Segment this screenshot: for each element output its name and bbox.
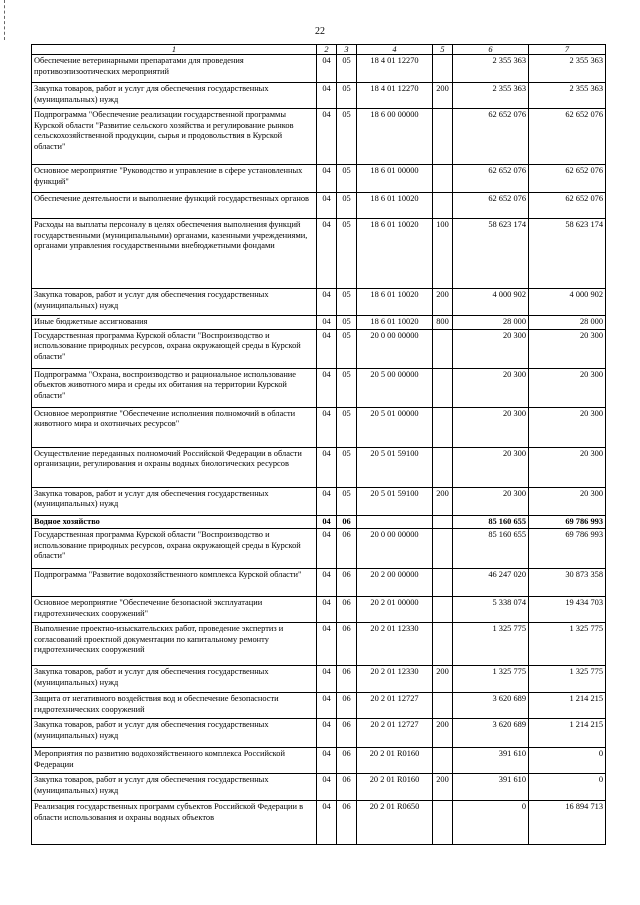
table-row xyxy=(32,529,606,569)
table-row xyxy=(32,289,606,316)
row-name: Закупка товаров, работ и услуг для обеспечения государственных (муниципальных) нужд xyxy=(32,487,317,515)
row-target-code: 20 0 00 00000 xyxy=(357,529,433,569)
row-section: 04 xyxy=(317,569,337,597)
row-target-code: 20 5 01 00000 xyxy=(357,407,433,447)
table-row xyxy=(32,774,606,801)
row-subsection: 05 xyxy=(337,329,357,368)
row-expense-type: 200 xyxy=(433,774,453,801)
row-target-code: 18 6 01 10020 xyxy=(357,316,433,330)
row-name: Подпрограмма "Охрана, воспроизводство и рациональное использование объектов животного мира и среды их обитания на территории Курской области" xyxy=(32,368,317,407)
row-section: 04 xyxy=(317,165,337,193)
row-section: 04 xyxy=(317,407,337,447)
row-subsection: 06 xyxy=(337,719,357,748)
row-amount-year2: 1 214 215 xyxy=(529,693,606,719)
row-expense-type xyxy=(433,748,453,774)
row-name: Выполнение проектно-изыскательских работ, проведение экспертиз и согласований проектной документации по капитальному ремонту гидротехнических сооружений xyxy=(32,623,317,666)
row-section: 04 xyxy=(317,447,337,487)
table-row xyxy=(32,447,606,487)
row-amount-year2: 20 300 xyxy=(529,368,606,407)
row-target-code xyxy=(357,515,433,529)
row-subsection: 05 xyxy=(337,165,357,193)
table-row xyxy=(32,329,606,368)
row-amount-year1: 20 300 xyxy=(453,447,529,487)
row-target-code: 20 5 01 59100 xyxy=(357,487,433,515)
row-subsection: 05 xyxy=(337,83,357,109)
row-subsection: 06 xyxy=(337,666,357,693)
row-section: 04 xyxy=(317,219,337,289)
row-expense-type xyxy=(433,569,453,597)
table-row xyxy=(32,748,606,774)
row-subsection: 05 xyxy=(337,289,357,316)
row-name: Закупка товаров, работ и услуг для обеспечения государственных (муниципальных) нужд xyxy=(32,719,317,748)
row-target-code: 20 2 01 12330 xyxy=(357,666,433,693)
header-cell-1: 1 xyxy=(32,45,317,55)
row-section: 04 xyxy=(317,316,337,330)
row-name: Иные бюджетные ассигнования xyxy=(32,316,317,330)
row-target-code: 20 2 01 12330 xyxy=(357,623,433,666)
row-amount-year1: 5 338 074 xyxy=(453,597,529,623)
row-name: Реализация государственных программ субъектов Российской Федерации в области использования и охраны водных объектов xyxy=(32,801,317,845)
row-expense-type xyxy=(433,193,453,219)
row-amount-year1: 20 300 xyxy=(453,368,529,407)
row-target-code: 18 6 00 00000 xyxy=(357,109,433,165)
row-amount-year2: 2 355 363 xyxy=(529,83,606,109)
row-target-code: 18 6 01 00000 xyxy=(357,165,433,193)
row-subsection: 05 xyxy=(337,109,357,165)
row-subsection: 06 xyxy=(337,801,357,845)
row-amount-year2: 0 xyxy=(529,748,606,774)
row-amount-year2: 69 786 993 xyxy=(529,515,606,529)
row-subsection: 05 xyxy=(337,219,357,289)
table-row xyxy=(32,515,606,529)
row-amount-year2: 62 652 076 xyxy=(529,109,606,165)
page-number: 22 xyxy=(315,26,325,37)
row-section: 04 xyxy=(317,597,337,623)
row-target-code: 20 2 01 R0160 xyxy=(357,774,433,801)
row-name: Государственная программа Курской области "Воспроизводство и использование природных ресурсов, охрана окружающей среды в Курской области" xyxy=(32,529,317,569)
row-subsection: 05 xyxy=(337,487,357,515)
row-name: Закупка товаров, работ и услуг для обеспечения государственных (муниципальных) нужд xyxy=(32,289,317,316)
row-amount-year1: 391 610 xyxy=(453,748,529,774)
row-subsection: 06 xyxy=(337,774,357,801)
row-name: Водное хозяйство xyxy=(32,515,317,529)
row-amount-year2: 1 325 775 xyxy=(529,666,606,693)
row-amount-year2: 0 xyxy=(529,774,606,801)
table-row xyxy=(32,487,606,515)
row-amount-year2: 16 894 713 xyxy=(529,801,606,845)
row-name: Основное мероприятие "Обеспечение безопасной эксплуатации гидротехнических сооружений" xyxy=(32,597,317,623)
row-amount-year1: 85 160 655 xyxy=(453,529,529,569)
row-section: 04 xyxy=(317,693,337,719)
row-target-code: 18 4 01 12270 xyxy=(357,55,433,83)
row-subsection: 05 xyxy=(337,316,357,330)
row-name: Закупка товаров, работ и услуг для обеспечения государственных (муниципальных) нужд xyxy=(32,83,317,109)
table-row xyxy=(32,597,606,623)
row-target-code: 20 2 01 00000 xyxy=(357,597,433,623)
row-expense-type xyxy=(433,329,453,368)
table-row xyxy=(32,109,606,165)
row-amount-year2: 20 300 xyxy=(529,487,606,515)
row-section: 04 xyxy=(317,83,337,109)
header-row xyxy=(32,45,606,55)
row-target-code: 20 2 00 00000 xyxy=(357,569,433,597)
row-expense-type: 800 xyxy=(433,316,453,330)
row-expense-type xyxy=(433,597,453,623)
row-section: 04 xyxy=(317,774,337,801)
table-row xyxy=(32,693,606,719)
row-expense-type xyxy=(433,447,453,487)
row-target-code: 20 5 00 00000 xyxy=(357,368,433,407)
row-amount-year1: 62 652 076 xyxy=(453,193,529,219)
row-amount-year2: 62 652 076 xyxy=(529,193,606,219)
row-amount-year2: 28 000 xyxy=(529,316,606,330)
row-amount-year1: 62 652 076 xyxy=(453,109,529,165)
row-target-code: 20 2 01 12727 xyxy=(357,719,433,748)
row-expense-type xyxy=(433,407,453,447)
table-row xyxy=(32,83,606,109)
row-name: Расходы на выплаты персоналу в целях обеспечения выполнения функций государственными (муниципальными) органами, казенными учреждениями, органами управления государственными внебюджетными фондами xyxy=(32,219,317,289)
row-target-code: 18 6 01 10020 xyxy=(357,219,433,289)
row-section: 04 xyxy=(317,329,337,368)
row-expense-type xyxy=(433,165,453,193)
row-name: Основное мероприятие "Обеспечение исполнения полномочий в области животного мира и охотничьих ресурсов" xyxy=(32,407,317,447)
row-section: 04 xyxy=(317,368,337,407)
row-name: Осуществление переданных полномочий Российской Федерации в области организации, регулирования и охраны водных биологических ресурсов xyxy=(32,447,317,487)
row-expense-type xyxy=(433,693,453,719)
table-row xyxy=(32,719,606,748)
row-amount-year1: 58 623 174 xyxy=(453,219,529,289)
header-cell-7: 7 xyxy=(529,45,606,55)
row-section: 04 xyxy=(317,719,337,748)
row-amount-year2: 2 355 363 xyxy=(529,55,606,83)
row-name: Защита от негативного воздействия вод и обеспечение безопасности гидротехнических сооружений xyxy=(32,693,317,719)
row-expense-type xyxy=(433,801,453,845)
row-amount-year2: 20 300 xyxy=(529,447,606,487)
row-name: Государственная программа Курской области "Воспроизводство и использование природных ресурсов, охрана окружающей среды в Курской области" xyxy=(32,329,317,368)
row-amount-year1: 20 300 xyxy=(453,487,529,515)
row-expense-type xyxy=(433,515,453,529)
row-expense-type xyxy=(433,623,453,666)
row-amount-year1: 2 355 363 xyxy=(453,83,529,109)
row-expense-type: 200 xyxy=(433,83,453,109)
table-row xyxy=(32,623,606,666)
row-target-code: 18 4 01 12270 xyxy=(357,83,433,109)
row-expense-type: 100 xyxy=(433,219,453,289)
row-expense-type: 200 xyxy=(433,289,453,316)
row-section: 04 xyxy=(317,748,337,774)
row-section: 04 xyxy=(317,487,337,515)
row-section: 04 xyxy=(317,193,337,219)
row-amount-year2: 20 300 xyxy=(529,329,606,368)
row-section: 04 xyxy=(317,801,337,845)
row-expense-type xyxy=(433,368,453,407)
row-subsection: 06 xyxy=(337,529,357,569)
table-body xyxy=(32,55,606,845)
row-amount-year1: 20 300 xyxy=(453,329,529,368)
row-section: 04 xyxy=(317,515,337,529)
row-section: 04 xyxy=(317,55,337,83)
row-amount-year2: 1 325 775 xyxy=(529,623,606,666)
row-amount-year1: 0 xyxy=(453,801,529,845)
row-subsection: 06 xyxy=(337,515,357,529)
row-amount-year1: 1 325 775 xyxy=(453,666,529,693)
budget-table xyxy=(31,44,606,845)
row-amount-year1: 3 620 689 xyxy=(453,719,529,748)
row-subsection: 05 xyxy=(337,193,357,219)
row-section: 04 xyxy=(317,109,337,165)
row-name: Мероприятия по развитию водохозяйственного комплекса Российской Федерации xyxy=(32,748,317,774)
row-expense-type: 200 xyxy=(433,666,453,693)
table-row xyxy=(32,165,606,193)
header-cell-6: 6 xyxy=(453,45,529,55)
row-amount-year2: 19 434 703 xyxy=(529,597,606,623)
header-cell-4: 4 xyxy=(357,45,433,55)
row-amount-year2: 1 214 215 xyxy=(529,719,606,748)
row-target-code: 20 2 01 R0160 xyxy=(357,748,433,774)
row-amount-year2: 58 623 174 xyxy=(529,219,606,289)
row-expense-type xyxy=(433,529,453,569)
row-expense-type xyxy=(433,109,453,165)
row-section: 04 xyxy=(317,666,337,693)
row-subsection: 06 xyxy=(337,623,357,666)
row-amount-year1: 28 000 xyxy=(453,316,529,330)
table-row xyxy=(32,666,606,693)
row-amount-year1: 3 620 689 xyxy=(453,693,529,719)
table-row xyxy=(32,55,606,83)
row-amount-year1: 391 610 xyxy=(453,774,529,801)
row-amount-year1: 1 325 775 xyxy=(453,623,529,666)
table-row xyxy=(32,193,606,219)
row-target-code: 20 0 00 00000 xyxy=(357,329,433,368)
row-amount-year2: 20 300 xyxy=(529,407,606,447)
row-name: Подпрограмма "Обеспечение реализации государственной программы Курской области "Развитие сельского хозяйства и регулирование рынков сельскохозяйственной продукции, сырья и продовольствия в Курской области" xyxy=(32,109,317,165)
row-amount-year1: 2 355 363 xyxy=(453,55,529,83)
row-section: 04 xyxy=(317,623,337,666)
row-section: 04 xyxy=(317,529,337,569)
row-amount-year1: 62 652 076 xyxy=(453,165,529,193)
row-target-code: 18 6 01 10020 xyxy=(357,193,433,219)
table-row xyxy=(32,407,606,447)
header-cell-5: 5 xyxy=(433,45,453,55)
row-expense-type: 200 xyxy=(433,487,453,515)
row-target-code: 18 6 01 10020 xyxy=(357,289,433,316)
row-name: Основное мероприятие "Руководство и управление в сфере установленных функций" xyxy=(32,165,317,193)
row-amount-year2: 30 873 358 xyxy=(529,569,606,597)
row-section: 04 xyxy=(317,289,337,316)
row-subsection: 05 xyxy=(337,407,357,447)
row-target-code: 20 2 01 R0650 xyxy=(357,801,433,845)
row-name: Закупка товаров, работ и услуг для обеспечения государственных (муниципальных) нужд xyxy=(32,666,317,693)
row-subsection: 06 xyxy=(337,748,357,774)
row-subsection: 05 xyxy=(337,447,357,487)
row-name: Закупка товаров, работ и услуг для обеспечения государственных (муниципальных) нужд xyxy=(32,774,317,801)
row-subsection: 06 xyxy=(337,597,357,623)
table-row xyxy=(32,219,606,289)
row-name: Подпрограмма "Развитие водохозяйственного комплекса Курской области" xyxy=(32,569,317,597)
row-amount-year2: 69 786 993 xyxy=(529,529,606,569)
row-name: Обеспечение деятельности и выполнение функций государственных органов xyxy=(32,193,317,219)
table-row xyxy=(32,569,606,597)
row-subsection: 05 xyxy=(337,368,357,407)
row-target-code: 20 5 01 59100 xyxy=(357,447,433,487)
row-expense-type xyxy=(433,55,453,83)
row-subsection: 06 xyxy=(337,569,357,597)
header-cell-2: 2 xyxy=(317,45,337,55)
row-amount-year1: 85 160 655 xyxy=(453,515,529,529)
header-cell-3: 3 xyxy=(337,45,357,55)
row-expense-type: 200 xyxy=(433,719,453,748)
row-amount-year1: 20 300 xyxy=(453,407,529,447)
row-amount-year2: 4 000 902 xyxy=(529,289,606,316)
row-name: Обеспечение ветеринарными препаратами для проведения противоэпизоотических мероприятий xyxy=(32,55,317,83)
row-amount-year1: 4 000 902 xyxy=(453,289,529,316)
row-subsection: 05 xyxy=(337,55,357,83)
row-subsection: 06 xyxy=(337,693,357,719)
row-amount-year1: 46 247 020 xyxy=(453,569,529,597)
row-amount-year2: 62 652 076 xyxy=(529,165,606,193)
table-row xyxy=(32,316,606,330)
row-target-code: 20 2 01 12727 xyxy=(357,693,433,719)
table-row xyxy=(32,368,606,407)
table-row xyxy=(32,801,606,845)
